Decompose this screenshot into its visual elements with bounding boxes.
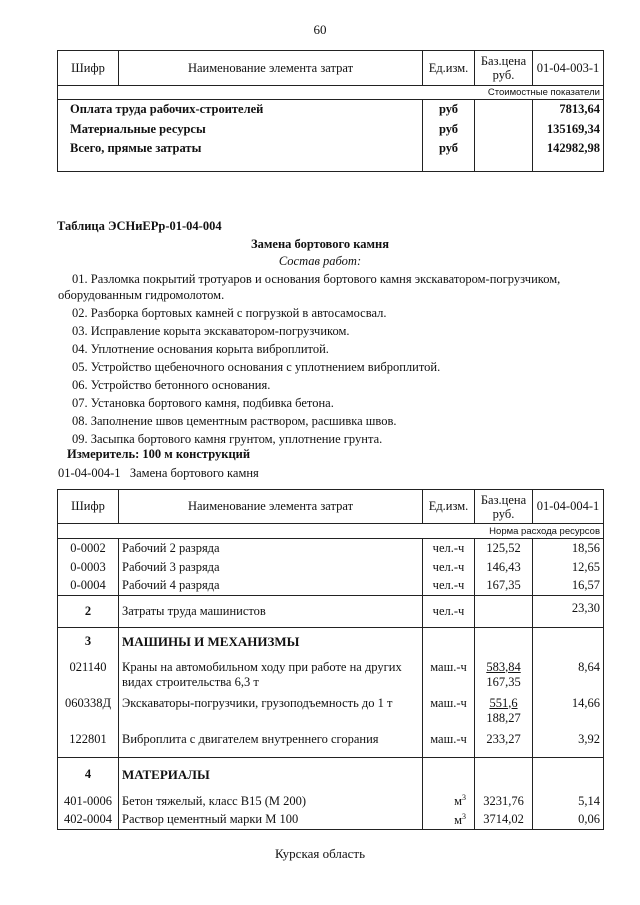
- row-value: 23,30: [533, 596, 604, 628]
- row-value: 14,66: [533, 694, 604, 728]
- row-value: 16,57: [533, 577, 604, 596]
- row-unit: чел.-ч: [423, 577, 475, 596]
- row-price: 3714,02: [475, 811, 533, 830]
- row-unit: маш.-ч: [423, 656, 475, 694]
- work-list: [58, 271, 598, 447]
- section-number: 4: [58, 758, 119, 792]
- subheader: Норма расхода ресурсов: [58, 524, 604, 539]
- header-name: Наименование элемента затрат: [119, 490, 423, 524]
- header-unit: Ед.изм.: [423, 51, 475, 86]
- row-unit: маш.-ч: [423, 694, 475, 728]
- work-item: 02. Разборка бортовых камней с погрузкой в автосамосвал.: [72, 306, 387, 320]
- row-price: 125,52: [475, 539, 533, 558]
- row-code: 2: [58, 596, 119, 628]
- row-value: 8,64: [533, 656, 604, 694]
- row-price: 233,27: [475, 728, 533, 758]
- work-item: 08. Заполнение швов цементным раствором, расшивка швов.: [72, 414, 397, 428]
- section-heading: [58, 466, 259, 481]
- row-code: 401-0006: [58, 792, 119, 811]
- row-name: Рабочий 4 разряда: [119, 577, 423, 596]
- row-unit: м: [454, 794, 462, 809]
- row-value: 18,56: [533, 539, 604, 558]
- header-unit: Ед.изм.: [423, 490, 475, 524]
- row-unit: чел.-ч: [423, 596, 475, 628]
- row-price: 551,6: [489, 695, 518, 710]
- row-value: 5,14: [533, 792, 604, 811]
- row-code: 021140: [58, 656, 119, 694]
- row-code: 402-0004: [58, 811, 119, 830]
- work-title: Замена бортового камня: [251, 237, 389, 251]
- footer-region: Курская область: [274, 846, 365, 861]
- resource-table: [57, 489, 604, 830]
- row-name: Оплата труда рабочих-строителей: [58, 100, 423, 120]
- row-code: 060338Д: [58, 694, 119, 728]
- measurement-unit: Измеритель: 100 м конструкций: [67, 447, 251, 461]
- row-code: 0-0002: [58, 539, 119, 558]
- header-name: Наименование элемента затрат: [119, 51, 423, 86]
- work-item: 03. Исправление корыта экскаватором-погрузчиком.: [72, 324, 350, 338]
- row-value: 7813,64: [533, 100, 604, 120]
- cost-table: [57, 50, 604, 172]
- row-name: Рабочий 3 разряда: [119, 558, 423, 577]
- header-code: Шифр: [58, 490, 119, 524]
- row-name: Краны на автомобильном ходу при работе на других видах строительства 6,3 т: [119, 656, 423, 694]
- header-norm-code: 01-04-003-1: [533, 51, 604, 86]
- row-code: 0-0003: [58, 558, 119, 577]
- row-price: 167,35: [475, 577, 533, 596]
- work-item: 05. Устройство щебеночного основания с уплотнением виброплитой.: [72, 360, 441, 374]
- row-name: Экскаваторы-погрузчики, грузоподъемность до 1 т: [119, 694, 423, 728]
- row-name: Всего, прямые затраты: [58, 140, 423, 172]
- work-item: 07. Установка бортового камня, подбивка бетона.: [72, 396, 334, 410]
- subheader: Стоимостные показатели: [58, 86, 604, 100]
- row-unit-exponent: 3: [462, 792, 466, 802]
- row-unit: чел.-ч: [423, 539, 475, 558]
- section-title: МАШИНЫ И МЕХАНИЗМЫ: [119, 628, 423, 656]
- row-price: 583,84: [486, 659, 521, 674]
- row-name: Материальные ресурсы: [58, 120, 423, 140]
- work-item: 06. Устройство бетонного основания.: [72, 378, 271, 392]
- row-value: 0,06: [533, 811, 604, 830]
- header-price: Баз.цена руб.: [475, 51, 533, 86]
- row-unit: руб: [423, 120, 475, 140]
- work-item: 04. Уплотнение основания корыта виброплитой.: [72, 342, 329, 356]
- row-price: 3231,76: [475, 792, 533, 811]
- row-name: Рабочий 2 разряда: [119, 539, 423, 558]
- row-value: 3,92: [533, 728, 604, 758]
- row-price: 146,43: [475, 558, 533, 577]
- row-unit: руб: [423, 100, 475, 120]
- row-name: Виброплита с двигателем внутреннего сгорания: [119, 728, 423, 758]
- row-value: 135169,34: [533, 120, 604, 140]
- row-unit: м: [454, 812, 462, 827]
- row-price-secondary: 188,27: [486, 710, 521, 725]
- row-name: Раствор цементный марки М 100: [119, 811, 423, 830]
- row-code: 0-0004: [58, 577, 119, 596]
- row-unit: руб: [423, 140, 475, 172]
- row-price-secondary: 167,35: [486, 674, 521, 689]
- row-unit: чел.-ч: [423, 558, 475, 577]
- row-value: 142982,98: [533, 140, 604, 172]
- work-item: 01. Разломка покрытий тротуаров и основания бортового камня экскаватором-погрузчиком, оборудованным гидромолотом.: [58, 272, 561, 302]
- row-value: 12,65: [533, 558, 604, 577]
- row-unit-exponent: 3: [462, 811, 466, 821]
- header-price: Баз.цена руб.: [475, 490, 533, 524]
- table-title: Таблица ЭСНиЕРр-01-04-004: [57, 219, 222, 233]
- row-name: Затраты труда машинистов: [119, 596, 423, 628]
- header-code: Шифр: [58, 51, 119, 86]
- work-subtitle: Состав работ:: [278, 254, 362, 268]
- header-norm-code: 01-04-004-1: [533, 490, 604, 524]
- section-title: МАТЕРИАЛЫ: [119, 758, 423, 792]
- row-name: Бетон тяжелый, класс В15 (М 200): [119, 792, 423, 811]
- section-code: 01-04-004-1: [58, 466, 121, 480]
- row-code: 122801: [58, 728, 119, 758]
- work-item: 09. Засыпка бортового камня грунтом, уплотнение грунта.: [72, 432, 383, 446]
- page-number: 60: [313, 22, 327, 37]
- section-number: 3: [58, 628, 119, 656]
- section-name: Замена бортового камня: [129, 466, 259, 480]
- row-unit: маш.-ч: [423, 728, 475, 758]
